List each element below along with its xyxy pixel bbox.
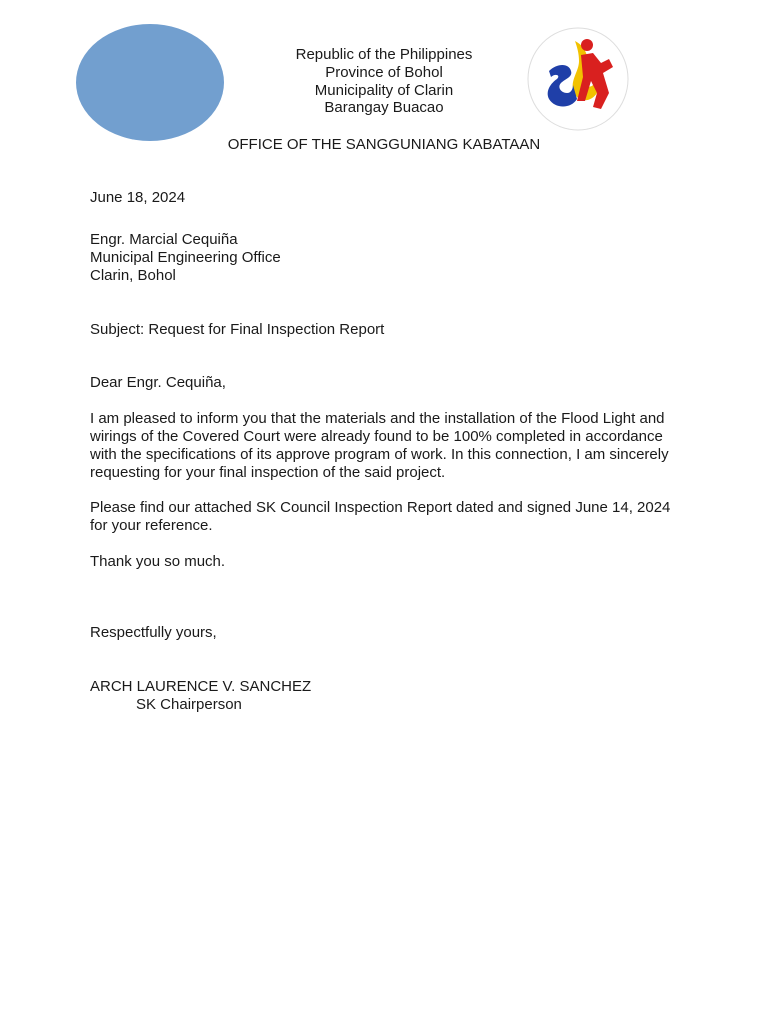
letterhead-province: Province of Bohol bbox=[325, 63, 443, 81]
letterhead-municipality: Municipality of Clarin bbox=[314, 81, 454, 99]
body-paragraph-1-line: with the specifications of its approve program of work. In this connection, I am sincerely bbox=[90, 446, 669, 463]
letterhead-barangay: Barangay Buacao bbox=[324, 99, 444, 117]
body-paragraph-2-line: for your reference. bbox=[90, 517, 213, 534]
letterhead-address bbox=[234, 46, 534, 117]
signatory-name: ARCH LAURENCE V. SANCHEZ bbox=[90, 678, 312, 695]
letterhead-country: Republic of the Philippines bbox=[295, 46, 473, 63]
body-paragraph-1-line: wirings of the Covered Court were already found to be 100% completed in accordance bbox=[90, 428, 663, 445]
sk-logo-icon bbox=[527, 27, 629, 131]
body-paragraph-2-line: Please find our attached SK Council Inspection Report dated and signed June 14, 2024 bbox=[90, 499, 671, 516]
barangay-seal-placeholder bbox=[76, 24, 224, 141]
salutation: Dear Engr. Cequiña, bbox=[90, 374, 226, 391]
signatory-title: SK Chairperson bbox=[136, 696, 242, 713]
recipient-name: Engr. Marcial Cequiña bbox=[90, 231, 238, 248]
thanks-line: Thank you so much. bbox=[90, 553, 226, 570]
body-paragraph-1 bbox=[90, 410, 680, 482]
office-title: OFFICE OF THE SANGGUNIANG KABATAAN bbox=[227, 136, 541, 153]
letter-subject: Subject: Request for Final Inspection Report bbox=[90, 321, 385, 338]
recipient-address: Clarin, Bohol bbox=[90, 267, 176, 284]
recipient-office: Municipal Engineering Office bbox=[90, 249, 281, 266]
body-paragraph-1-line: requesting for your final inspection of the said project. bbox=[90, 464, 446, 481]
closing: Respectfully yours, bbox=[90, 624, 217, 641]
body-paragraph-2 bbox=[90, 499, 680, 535]
letter-date: June 18, 2024 bbox=[90, 189, 186, 206]
body-paragraph-1-line: I am pleased to inform you that the materials and the installation of the Flood Light and bbox=[90, 410, 665, 427]
